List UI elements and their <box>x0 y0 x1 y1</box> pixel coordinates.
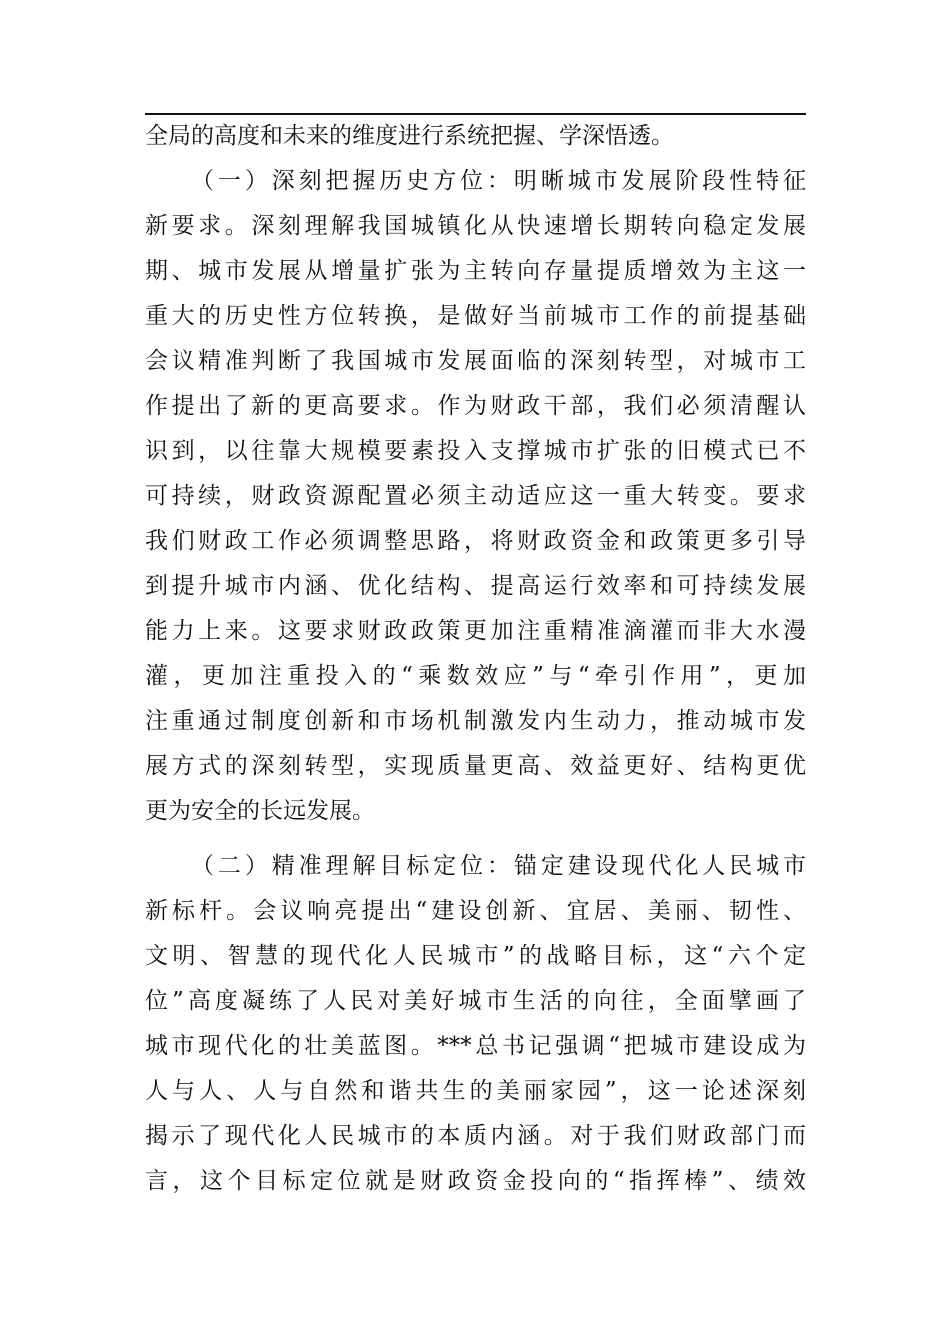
text-line: 期、城市发展从增量扩张为主转向存量提质增效为主这一 <box>145 258 806 284</box>
text-line: 作提出了新的更高要求。作为财政干部，我们必须清醒认 <box>145 393 806 419</box>
text-line: 灌，更加注重投入的“乘数效应”与“牵引作用”，更加 <box>145 663 806 689</box>
text-line: 我们财政工作必须调整思路，将财政资金和政策更多引导 <box>145 528 806 554</box>
text-line: 到提升城市内涵、优化结构、提高运行效率和可持续发展 <box>145 573 806 599</box>
text-line: 全局的高度和未来的维度进行系统把握、学深悟透。 <box>145 123 674 149</box>
text-line: （一）深刻把握历史方位：明晰城市发展阶段性特征 <box>191 168 806 194</box>
text-line: 文明、智慧的现代化人民城市”的战略目标，这“六个定 <box>145 943 806 969</box>
text-line: 会议精准判断了我国城市发展面临的深刻转型，对城市工 <box>145 348 806 374</box>
paragraph-gap <box>145 834 806 844</box>
text-line: 新要求。深刻理解我国城镇化从快速增长期转向稳定发展 <box>145 213 806 239</box>
text-line: 更为安全的长远发展。 <box>145 798 375 824</box>
document-body <box>145 114 806 1204</box>
text-line: （二）精准理解目标定位：锚定建设现代化人民城市 <box>191 853 806 879</box>
text-line: 新标杆。会议响亮提出“建设创新、宜居、美丽、韧性、 <box>145 898 806 924</box>
text-line: 揭示了现代化人民城市的本质内涵。对于我们财政部门而 <box>145 1123 806 1149</box>
text-line: 言，这个目标定位就是财政资金投向的“指挥棒”、绩效 <box>145 1168 806 1194</box>
text-line: 注重通过制度创新和市场机制激发内生动力，推动城市发 <box>145 708 806 734</box>
text-line: 重大的历史性方位转换，是做好当前城市工作的前提基础 <box>145 303 806 329</box>
text-line: 能力上来。这要求财政政策更加注重精准滴灌而非大水漫 <box>145 618 806 644</box>
text-line: 位”高度凝练了人民对美好城市生活的向往，全面擘画了 <box>145 988 806 1014</box>
text-line: 展方式的深刻转型，实现质量更高、效益更好、结构更优 <box>145 753 806 779</box>
text-line: 城市现代化的壮美蓝图。***总书记强调“把城市建设成为 <box>145 1033 806 1059</box>
text-line: 人与人、人与自然和谐共生的美丽家园”，这一论述深刻 <box>145 1078 806 1104</box>
text-line: 识到，以往靠大规模要素投入支撑城市扩张的旧模式已不 <box>145 438 806 464</box>
text-line: 可持续，财政资源配置必须主动适应这一重大转变。要求 <box>145 483 806 509</box>
